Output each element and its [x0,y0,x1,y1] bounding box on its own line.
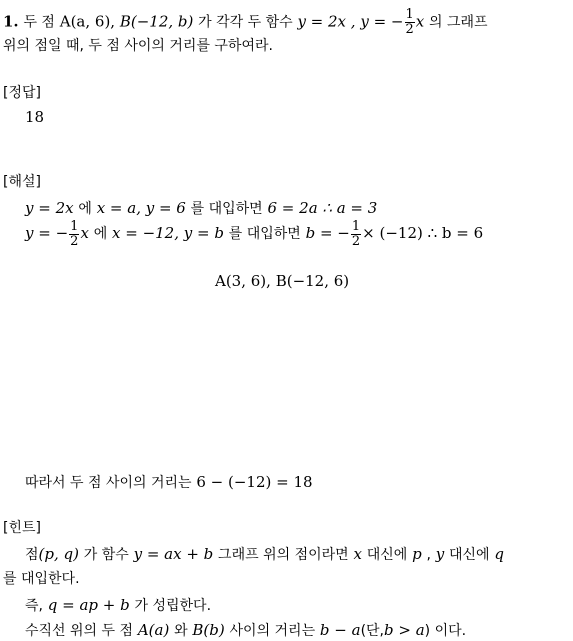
answer-label: [정답] [3,85,41,101]
hint-line-4: 수직선 위의 두 점 A(a) 와 B(b) 사이의 거리는 b − a(단,b > a) 이다. [25,621,467,639]
hint-label: [힌트] [3,520,41,536]
problem-line-2: 위의 점일 때, 두 점 사이의 거리를 구하여라. [3,38,273,54]
fraction: $\frac{1}{2}$ [351,218,361,249]
hint-line-3: 즉, q = ap + b 가 성립한다. [25,596,212,614]
hint-line-1: 점(p, q) 가 함수 y = ax + b 그래프 위의 점이라면 x 대신에 p , y 대신에 q [25,545,504,563]
explanation-line-1: y = 2x 에 x = a, y = 6 를 대입하면 6 = 2a ∴ a = 3 [25,199,378,217]
explanation-label: [해설] [3,174,41,190]
conclusion-line: 따라서 두 점 사이의 거리는 6 − (−12) = 18 [25,473,313,491]
answer-value: 18 [25,108,45,126]
points-result: A(3, 6), B(−12, 6) [215,272,350,290]
fraction: $\frac{1}{2}$ [405,7,414,37]
problem-number: 1. [3,12,19,31]
explanation-line-2: y = − $\frac{1}{2}$ x 에 x = −12, y = b 를 대입하면 b = − $\frac{1}{2}$ × (−12) ∴ b = 6 [25,218,484,249]
fraction: $\frac{1}{2}$ [70,218,79,249]
problem-line-1: 1. 두 점 A(a, 6), B(−12, b) 가 각각 두 함수 y = 2x , y = − $\frac{1}{2}$ x 의 그래프 [3,7,488,37]
hint-line-2: 를 대입한다. [3,571,80,587]
